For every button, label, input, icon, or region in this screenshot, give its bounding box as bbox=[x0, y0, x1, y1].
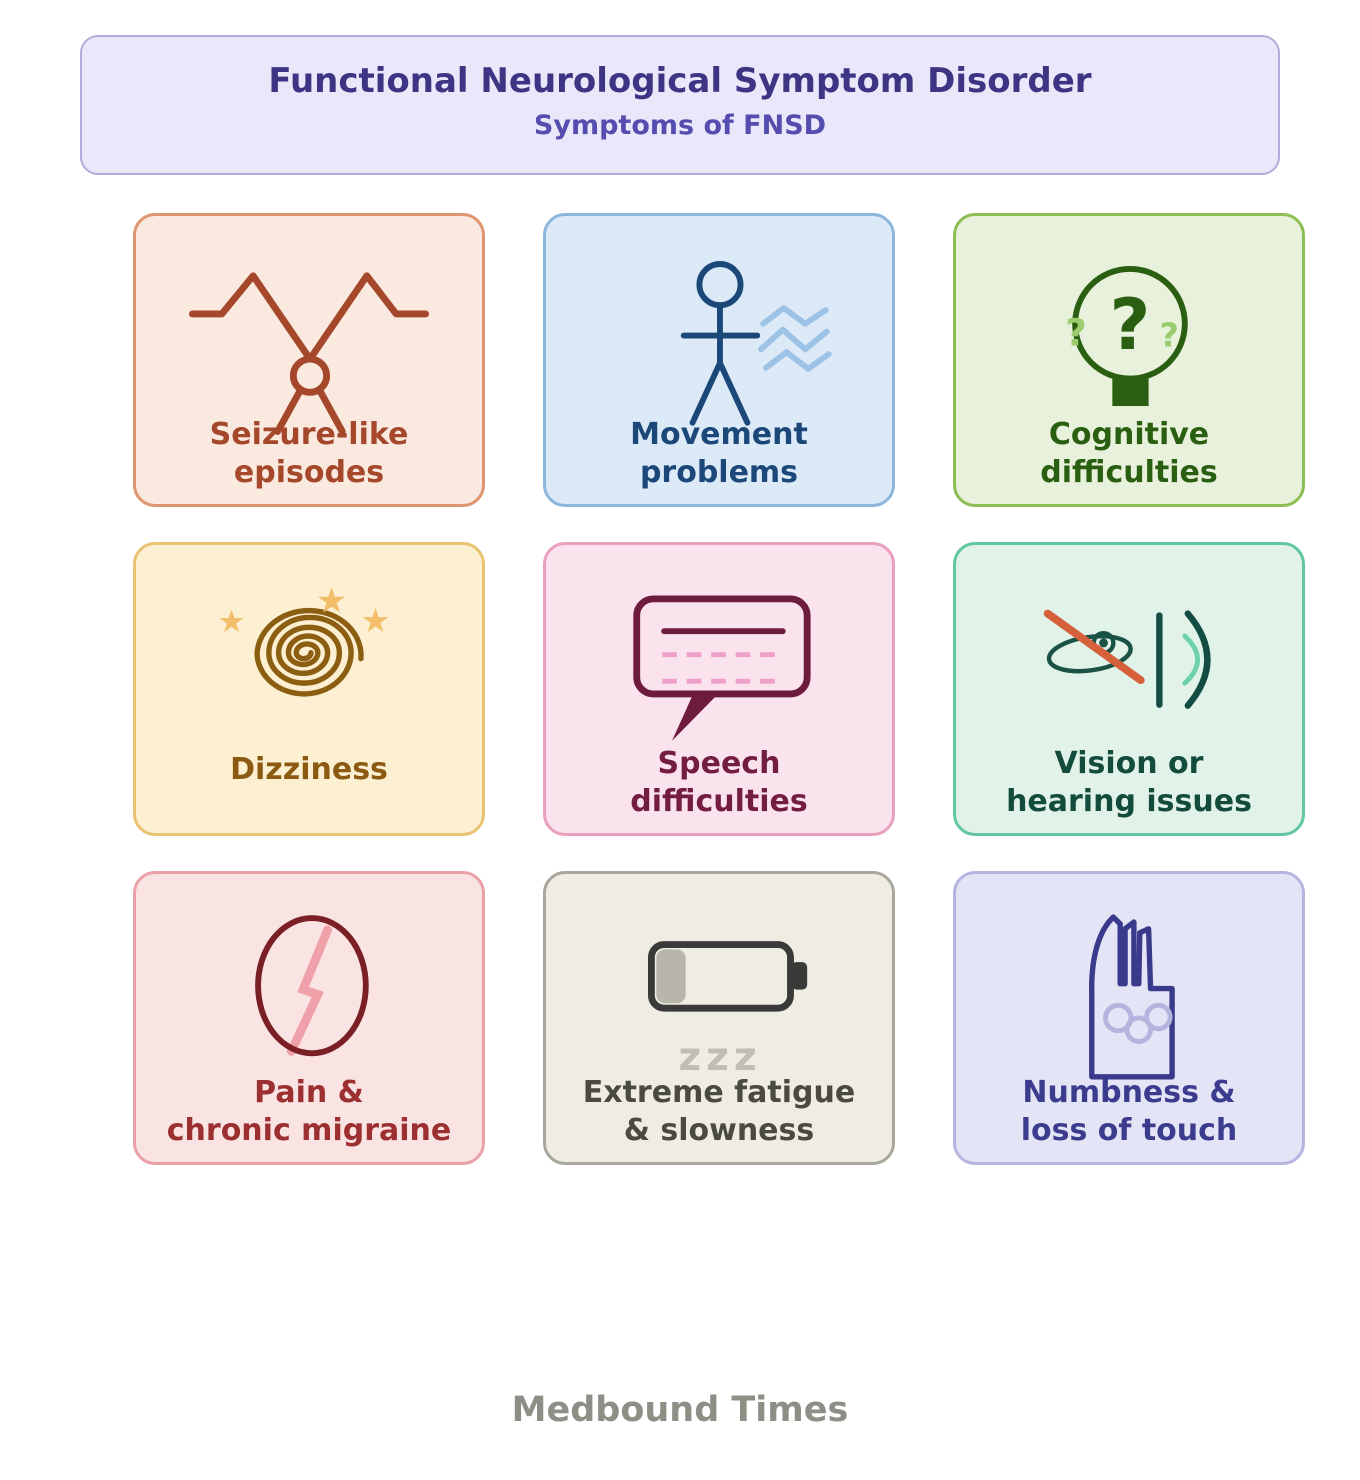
card-label bbox=[956, 745, 1302, 821]
svg-text:★: ★ bbox=[360, 601, 391, 641]
card-vision-hearing-issues bbox=[953, 542, 1305, 836]
card-label bbox=[546, 1074, 892, 1150]
label-line-1: Extreme fatigue bbox=[582, 1075, 856, 1110]
eye-pupil bbox=[1099, 639, 1108, 648]
svg-text:★: ★ bbox=[315, 580, 348, 622]
spiral-stars-icon bbox=[136, 545, 482, 833]
head-neck bbox=[1112, 379, 1148, 406]
card-label bbox=[546, 745, 892, 821]
label-line-2: & slowness bbox=[623, 1113, 815, 1148]
label-line-1: Speech bbox=[657, 746, 781, 781]
label-line-1: Movement bbox=[630, 417, 808, 452]
label-line-1: Pain & bbox=[254, 1075, 364, 1110]
label-line-2: hearing issues bbox=[1006, 784, 1252, 819]
card-numbness-loss-of-touch bbox=[953, 871, 1305, 1165]
person-head bbox=[293, 359, 326, 392]
question-mark-right: ? bbox=[1159, 315, 1179, 355]
battery-terminal bbox=[791, 962, 807, 989]
sound-wave-inner bbox=[1185, 636, 1198, 683]
label-line-2: difficulties bbox=[630, 784, 808, 819]
card-speech-difficulties bbox=[543, 542, 895, 836]
numbness-dots bbox=[1105, 1005, 1170, 1041]
card-label bbox=[546, 416, 892, 492]
question-mark-center: ? bbox=[1109, 284, 1151, 367]
bubble-dashed-lines bbox=[662, 655, 783, 681]
tremor-waves bbox=[761, 308, 829, 369]
svg-text:★: ★ bbox=[217, 604, 246, 641]
question-mark-left: ? bbox=[1065, 310, 1087, 355]
label-line-1: Vision or bbox=[1054, 746, 1204, 781]
card-extreme-fatigue-slowness bbox=[543, 871, 895, 1165]
card-dizziness bbox=[133, 542, 485, 836]
hand-outline bbox=[1092, 917, 1172, 1077]
label-line-2: difficulties bbox=[1040, 455, 1218, 490]
eeg-right-spike bbox=[310, 276, 426, 359]
sleep-zzz-text: zzz bbox=[678, 1034, 762, 1080]
label-line-1: Dizziness bbox=[230, 752, 388, 787]
card-label bbox=[956, 1074, 1302, 1150]
figure-head bbox=[699, 264, 740, 305]
eeg-left-spike bbox=[192, 276, 310, 359]
header-banner bbox=[80, 35, 1280, 175]
card-cognitive-difficulties bbox=[953, 213, 1305, 507]
card-label bbox=[136, 416, 482, 492]
card-pain-chronic-migraine bbox=[133, 871, 485, 1165]
card-label bbox=[136, 1074, 482, 1150]
label-line-1: Seizure-like bbox=[209, 417, 409, 452]
label-line-1: Cognitive bbox=[1048, 417, 1210, 452]
card-seizure-like-episodes bbox=[133, 213, 485, 507]
symptom-card-grid bbox=[133, 213, 1305, 1165]
battery-charge-level bbox=[656, 949, 685, 1003]
label-line-2: chronic migraine bbox=[166, 1113, 452, 1148]
page-title: Functional Neurological Symptom Disorder bbox=[268, 61, 1092, 101]
label-line-2: loss of touch bbox=[1020, 1113, 1238, 1148]
head-ellipse bbox=[258, 918, 366, 1053]
label-line-1: Numbness & bbox=[1022, 1075, 1236, 1110]
card-label bbox=[956, 416, 1302, 492]
label-line-2: episodes bbox=[233, 455, 385, 490]
label-line-2: problems bbox=[639, 455, 799, 490]
card-movement-problems bbox=[543, 213, 895, 507]
dizzy-spiral bbox=[257, 611, 361, 694]
bubble-tail bbox=[672, 691, 721, 741]
figure-legs bbox=[693, 363, 748, 423]
footer-brand: Medbound Times bbox=[511, 1390, 849, 1430]
page-subtitle: Symptoms of FNSD bbox=[533, 110, 827, 141]
pain-lightning-bolt bbox=[291, 930, 327, 1051]
card-label bbox=[136, 751, 482, 789]
